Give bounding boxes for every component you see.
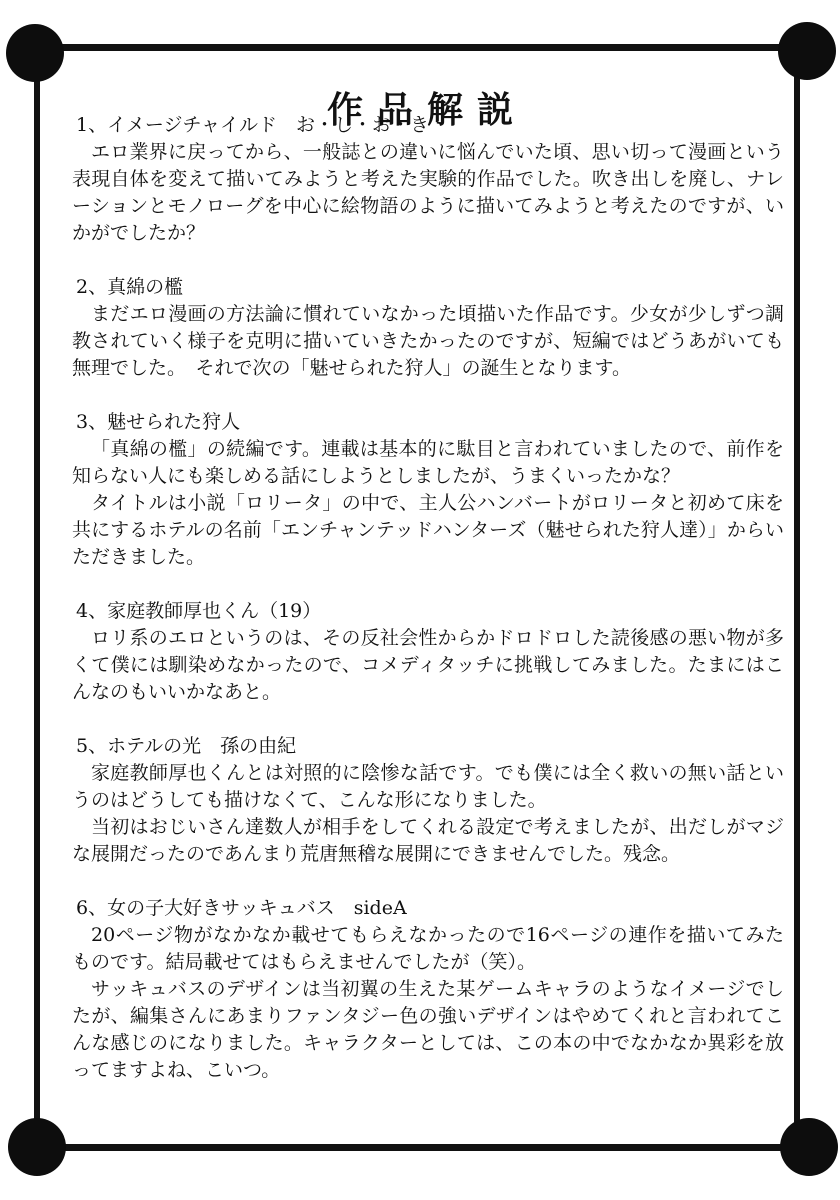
section-paragraph: サッキュバスのデザインは当初翼の生えた某ゲームキャラのようなイメージでしたが、編集さんにあまりファンタジー色の強いデザインはやめてくれと言われてこんな感じのになりました。キャラクターとしては、この本の中でなかなか異彩を放ってますよね、こいつ。 [72,978,784,1081]
section-3 [72,409,784,571]
section-paragraph: 「真綿の檻」の続編です。連載は基本的に駄目と言われていましたので、前作を知らない人にも楽しめる話にしようとしましたが、うまくいったかな？ [72,438,784,487]
section-6 [72,895,784,1084]
commentary-body [72,112,784,1111]
section-heading: 5、ホテルの光 孫の由紀 [76,735,297,757]
section-paragraph: ロリ系のエロというのは、その反社会性からかドロドロした読後感の悪い物が多くて僕には馴染めなかったので、コメディタッチに挑戦してみました。たまにはこんなのもいいかなあと。 [72,627,784,703]
section-4 [72,598,784,706]
frame-bottom-rule [36,1144,802,1151]
corner-dot-top-left [6,24,64,82]
section-heading: 1、イメージチャイルド お・し・お・き [76,114,429,136]
section-heading: 3、魅せられた狩人 [76,411,241,433]
section-heading: 4、家庭教師厚也くん（19） [76,600,322,622]
page-title: 作品解説 [326,90,527,132]
section-paragraph: エロ業界に戻ってから、一般誌との違いに悩んでいた頃、思い切って漫画という表現自体を変えて描いてみようと考えた実験的作品でした。吹き出しを廃し、ナレーションとモノローグを中心に絵物語のように描いてみようと考えたのですが、いかがでしたか？ [72,141,784,244]
section-paragraph: 20ページ物がなかなか載せてもらえなかったので16ページの連作を描いてみたものです。結局載せてはもらえませんでしたが（笑）。 [72,924,784,973]
section-5 [72,733,784,868]
section-paragraph: まだエロ漫画の方法論に慣れていなかった頃描いた作品です。少女が少しずつ調教されていく様子を克明に描いていきたかったのですが、短編ではどうあがいても無理でした。 それで次の「魅せられた狩人」の誕生となります。 [72,303,784,379]
section-paragraph: タイトルは小説「ロリータ」の中で、主人公ハンバートがロリータと初めて床を共にするホテルの名前「エンチャンテッドハンターズ（魅せられた狩人達）」からいただきました。 [72,492,784,568]
section-2 [72,274,784,382]
corner-dot-top-right [778,22,836,80]
section-heading: 6、女の子大好きサッキュバス sideA [76,897,407,919]
section-paragraph: 家庭教師厚也くんとは対照的に陰惨な話です。でも僕には全く救いの無い話というのはどうしても描けなくて、こんな形になりました。 [72,762,784,811]
corner-dot-bottom-right [780,1118,838,1176]
section-paragraph: 当初はおじいさん達数人が相手をしてくれる設定で考えましたが、出だしがマジな展開だったのであんまり荒唐無稽な展開にできませんでした。残念。 [72,816,784,865]
corner-dot-bottom-left [8,1118,66,1176]
section-1 [72,112,784,247]
section-heading: 2、真綿の檻 [76,276,184,298]
frame-top-rule [36,44,802,51]
